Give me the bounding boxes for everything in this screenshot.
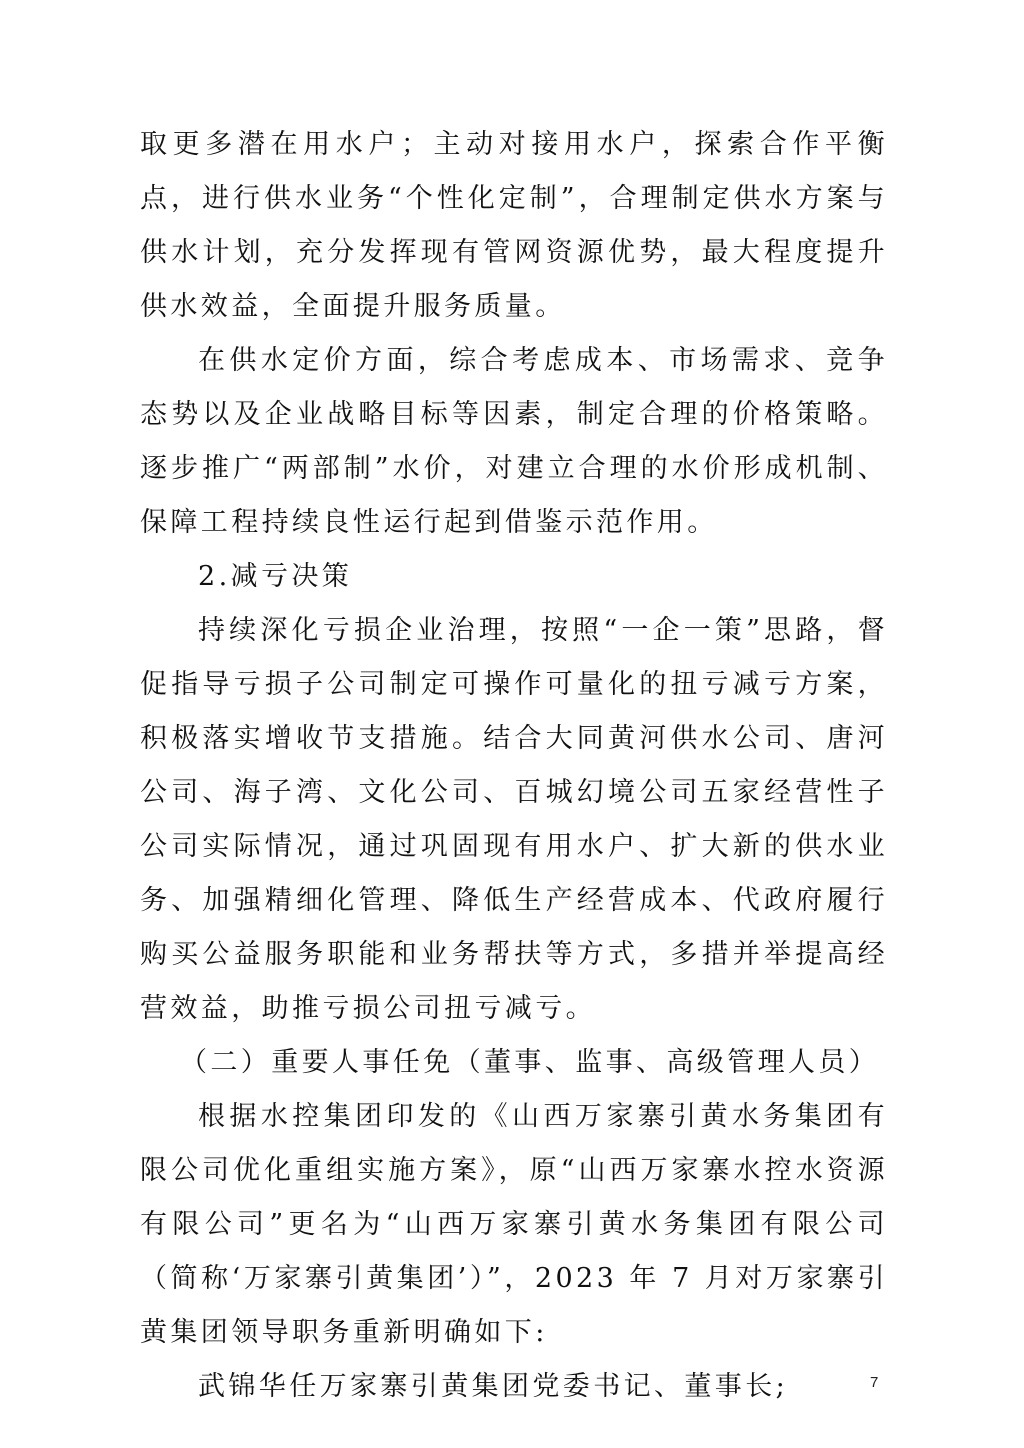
paragraph-water-pricing: 在供水定价方面，综合考虑成本、市场需求、竞争态势以及企业战略目标等因素，制定合理的价格策略。逐步推广“两部制”水价，对建立合理的水价形成机制、保障工程持续良性运行起到借鉴示范作用。 xyxy=(140,345,888,538)
paragraph-loss-reduction: 持续深化亏损企业治理，按照“一企一策”思路，督促指导亏损子公司制定可操作可量化的扭亏减亏方案，积极落实增收节支措施。结合大同黄河供水公司、唐河公司、海子湾、文化公司、百城幻境公司五家经营性子公司实际情况，通过巩固现有用水户、扩大新的供水业务、加强精细化管理、降低生产经营成本、代政府履行购买公益服务职能和业务帮扶等方式，多措并举提高经营效益，助推亏损公司扭亏减亏。 xyxy=(140,615,888,1024)
paragraph-water-supply-service: 取更多潜在用水户；主动对接用水户，探索合作平衡点，进行供水业务“个性化定制”，合理制定供水方案与供水计划，充分发挥现有管网资源优势，最大程度提升供水效益，全面提升服务质量。 xyxy=(140,129,888,322)
document-body xyxy=(140,118,888,1414)
paragraph-appointment: 武锦华任万家寨引黄集团党委书记、董事长; xyxy=(198,1371,789,1402)
paragraph-restructuring: 根据水控集团印发的《山西万家寨引黄水务集团有限公司优化重组实施方案》，原“山西万家寨水控水资源有限公司”更名为“山西万家寨引黄水务集团有限公司（简称‘万家寨引黄集团’）”，2023 年 7 月对万家寨引黄集团领导职务重新明确如下: xyxy=(140,1101,888,1348)
section-heading-loss-reduction: 2.减亏决策 xyxy=(198,561,353,592)
section-heading-personnel: （二）重要人事任免（董事、监事、高级管理人员） xyxy=(180,1047,880,1078)
page-number: 7 xyxy=(870,1374,879,1391)
